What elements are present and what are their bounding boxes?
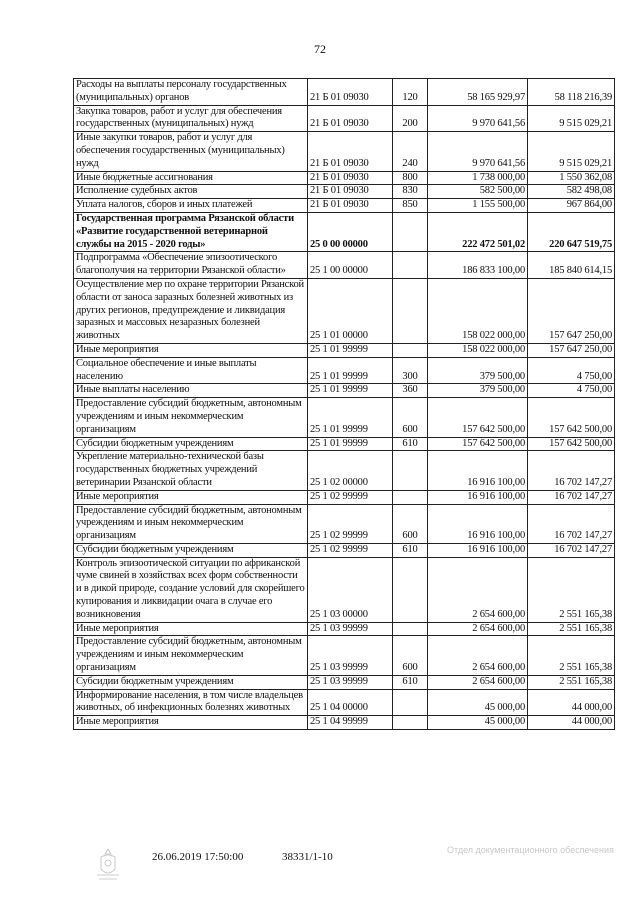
row-expense-type-cell (393, 343, 428, 357)
row-code-cell: 25 1 03 00000 (308, 557, 393, 622)
table-row (74, 451, 615, 490)
table-row (74, 557, 615, 622)
row-expense-type-cell (393, 557, 428, 622)
row-name-cell: Закупка товаров, работ и услуг для обеспечения государственных (муниципальных) нужд (74, 105, 308, 132)
row-planned-amount-cell: 9 970 641,56 (428, 132, 528, 171)
row-code-cell: 21 Б 01 09030 (308, 105, 393, 132)
row-code-cell: 25 1 02 99999 (308, 543, 393, 557)
row-code-cell: 25 1 01 99999 (308, 398, 393, 437)
row-expense-type-cell (393, 689, 428, 716)
row-code-cell: 25 1 02 99999 (308, 504, 393, 543)
row-executed-amount-cell: 44 000,00 (528, 689, 615, 716)
row-executed-amount-cell: 2 551 165,38 (528, 622, 615, 636)
row-code-cell: 25 1 02 99999 (308, 490, 393, 504)
row-executed-amount-cell: 2 551 165,38 (528, 675, 615, 689)
table-row (74, 543, 615, 557)
row-name-cell: Субсидии бюджетным учреждениям (74, 543, 308, 557)
row-planned-amount-cell: 222 472 501,02 (428, 212, 528, 251)
row-expense-type-cell: 600 (393, 504, 428, 543)
row-name-cell: Иные мероприятия (74, 622, 308, 636)
row-expense-type-cell: 600 (393, 636, 428, 675)
row-expense-type-cell: 800 (393, 171, 428, 185)
row-executed-amount-cell: 2 551 165,38 (528, 636, 615, 675)
table-row (74, 185, 615, 199)
row-name-cell: Субсидии бюджетным учреждениям (74, 675, 308, 689)
row-name-cell: Иные мероприятия (74, 343, 308, 357)
budget-table (73, 78, 615, 730)
row-expense-type-cell (393, 490, 428, 504)
row-expense-type-cell: 300 (393, 357, 428, 384)
row-planned-amount-cell: 16 916 100,00 (428, 490, 528, 504)
row-planned-amount-cell: 2 654 600,00 (428, 622, 528, 636)
row-name-cell: Государственная программа Рязанской области «Развитие государственной ветеринарной службы на 2015 - 2020 годы» (74, 212, 308, 251)
row-name-cell: Укрепление материально-технической базы государственных бюджетных учреждений ветеринарии Рязанской области (74, 451, 308, 490)
row-planned-amount-cell: 16 916 100,00 (428, 451, 528, 490)
table-row (74, 171, 615, 185)
row-executed-amount-cell: 220 647 519,75 (528, 212, 615, 251)
row-expense-type-cell: 850 (393, 199, 428, 213)
row-name-cell: Контроль эпизоотической ситуации по африканской чуме свиней в хозяйствах всех форм собственности и в дикой природе, создание условий для скорейшего купирования и ликвидации очага в случае его возникновения (74, 557, 308, 622)
row-code-cell: 21 Б 01 09030 (308, 79, 393, 106)
row-executed-amount-cell: 582 498,08 (528, 185, 615, 199)
row-code-cell: 25 1 04 99999 (308, 716, 393, 730)
row-executed-amount-cell: 16 702 147,27 (528, 490, 615, 504)
row-planned-amount-cell: 157 642 500,00 (428, 437, 528, 451)
row-name-cell: Социальное обеспечение и иные выплаты населению (74, 357, 308, 384)
row-planned-amount-cell: 1 738 000,00 (428, 171, 528, 185)
row-code-cell: 25 1 01 99999 (308, 357, 393, 384)
table-row (74, 437, 615, 451)
table-row (74, 343, 615, 357)
row-executed-amount-cell: 16 702 147,27 (528, 543, 615, 557)
row-expense-type-cell (393, 212, 428, 251)
row-code-cell: 25 1 01 99999 (308, 437, 393, 451)
row-code-cell: 25 1 03 99999 (308, 636, 393, 675)
row-expense-type-cell (393, 252, 428, 279)
row-code-cell: 21 Б 01 09030 (308, 185, 393, 199)
row-name-cell: Субсидии бюджетным учреждениям (74, 437, 308, 451)
row-planned-amount-cell: 158 022 000,00 (428, 278, 528, 343)
table-row (74, 504, 615, 543)
row-planned-amount-cell: 2 654 600,00 (428, 557, 528, 622)
row-code-cell: 25 1 03 99999 (308, 622, 393, 636)
row-executed-amount-cell: 157 647 250,00 (528, 343, 615, 357)
table-row (74, 278, 615, 343)
row-planned-amount-cell: 16 916 100,00 (428, 543, 528, 557)
row-code-cell: 25 1 01 99999 (308, 384, 393, 398)
row-executed-amount-cell: 44 000,00 (528, 716, 615, 730)
row-executed-amount-cell: 4 750,00 (528, 357, 615, 384)
row-executed-amount-cell: 967 864,00 (528, 199, 615, 213)
page-number: 72 (314, 42, 326, 56)
row-planned-amount-cell: 157 642 500,00 (428, 398, 528, 437)
table-row (74, 689, 615, 716)
row-planned-amount-cell: 45 000,00 (428, 716, 528, 730)
stamp-emblem-icon (91, 845, 125, 885)
row-name-cell: Информирование населения, в том числе владельцев животных, об инфекционных болезнях животных (74, 689, 308, 716)
table-row (74, 384, 615, 398)
row-planned-amount-cell: 58 165 929,97 (428, 79, 528, 106)
row-name-cell: Подпрограмма «Обеспечение эпизоотического благополучия на территории Рязанской области» (74, 252, 308, 279)
table-row (74, 357, 615, 384)
row-executed-amount-cell: 16 702 147,27 (528, 451, 615, 490)
table-row (74, 636, 615, 675)
row-executed-amount-cell: 16 702 147,27 (528, 504, 615, 543)
row-code-cell: 21 Б 01 09030 (308, 132, 393, 171)
row-expense-type-cell: 360 (393, 384, 428, 398)
row-expense-type-cell (393, 451, 428, 490)
row-executed-amount-cell: 58 118 216,39 (528, 79, 615, 106)
row-planned-amount-cell: 9 970 641,56 (428, 105, 528, 132)
row-name-cell: Предоставление субсидий бюджетным, автономным учреждениям и иным некоммерческим организациям (74, 636, 308, 675)
footer-datetime: 26.06.2019 17:50:00 (152, 851, 244, 863)
row-planned-amount-cell: 2 654 600,00 (428, 675, 528, 689)
row-code-cell: 25 1 01 00000 (308, 278, 393, 343)
row-name-cell: Уплата налогов, сборов и иных платежей (74, 199, 308, 213)
table-row (74, 490, 615, 504)
row-executed-amount-cell: 4 750,00 (528, 384, 615, 398)
table-row (74, 716, 615, 730)
row-expense-type-cell: 610 (393, 543, 428, 557)
row-executed-amount-cell: 9 515 029,21 (528, 105, 615, 132)
row-planned-amount-cell: 1 155 500,00 (428, 199, 528, 213)
footer-doc-number: 38331/1-10 (282, 851, 333, 863)
row-name-cell: Иные мероприятия (74, 490, 308, 504)
row-executed-amount-cell: 9 515 029,21 (528, 132, 615, 171)
row-name-cell: Предоставление субсидий бюджетным, автономным учреждениям и иным некоммерческим организациям (74, 504, 308, 543)
row-name-cell: Иные мероприятия (74, 716, 308, 730)
table-row (74, 675, 615, 689)
row-name-cell: Расходы на выплаты персоналу государственных (муниципальных) органов (74, 79, 308, 106)
row-name-cell: Осуществление мер по охране территории Рязанской области от заноса заразных болезней животных из других регионов, предупреждение и ликвидация заразных и массовых незаразных болезней животных (74, 278, 308, 343)
row-code-cell: 25 1 02 00000 (308, 451, 393, 490)
row-executed-amount-cell: 185 840 614,15 (528, 252, 615, 279)
row-name-cell: Иные закупки товаров, работ и услуг для обеспечения государственных (муниципальных) нужд (74, 132, 308, 171)
page-footer (0, 845, 640, 891)
row-expense-type-cell: 200 (393, 105, 428, 132)
row-code-cell: 21 Б 01 09030 (308, 199, 393, 213)
row-code-cell: 25 1 00 00000 (308, 252, 393, 279)
row-planned-amount-cell: 16 916 100,00 (428, 504, 528, 543)
row-name-cell: Исполнение судебных актов (74, 185, 308, 199)
table-row (74, 79, 615, 106)
row-expense-type-cell (393, 278, 428, 343)
row-expense-type-cell: 120 (393, 79, 428, 106)
row-code-cell: 21 Б 01 09030 (308, 171, 393, 185)
table-row (74, 212, 615, 251)
row-planned-amount-cell: 379 500,00 (428, 357, 528, 384)
table-row (74, 252, 615, 279)
row-expense-type-cell: 600 (393, 398, 428, 437)
row-planned-amount-cell: 158 022 000,00 (428, 343, 528, 357)
row-code-cell: 25 1 04 00000 (308, 689, 393, 716)
row-expense-type-cell: 830 (393, 185, 428, 199)
row-planned-amount-cell: 2 654 600,00 (428, 636, 528, 675)
row-name-cell: Иные бюджетные ассигнования (74, 171, 308, 185)
row-executed-amount-cell: 2 551 165,38 (528, 557, 615, 622)
table-row (74, 622, 615, 636)
row-executed-amount-cell: 157 642 500,00 (528, 437, 615, 451)
row-executed-amount-cell: 157 642 500,00 (528, 398, 615, 437)
row-expense-type-cell: 610 (393, 675, 428, 689)
row-planned-amount-cell: 186 833 100,00 (428, 252, 528, 279)
row-expense-type-cell (393, 622, 428, 636)
row-planned-amount-cell: 582 500,00 (428, 185, 528, 199)
row-expense-type-cell (393, 716, 428, 730)
row-name-cell: Предоставление субсидий бюджетным, автономным учреждениям и иным некоммерческим организациям (74, 398, 308, 437)
row-name-cell: Иные выплаты населению (74, 384, 308, 398)
row-planned-amount-cell: 45 000,00 (428, 689, 528, 716)
row-expense-type-cell: 240 (393, 132, 428, 171)
row-executed-amount-cell: 157 647 250,00 (528, 278, 615, 343)
row-planned-amount-cell: 379 500,00 (428, 384, 528, 398)
row-code-cell: 25 1 01 99999 (308, 343, 393, 357)
row-expense-type-cell: 610 (393, 437, 428, 451)
table-row (74, 132, 615, 171)
table-row (74, 398, 615, 437)
row-code-cell: 25 0 00 00000 (308, 212, 393, 251)
row-code-cell: 25 1 03 99999 (308, 675, 393, 689)
table-row (74, 105, 615, 132)
row-executed-amount-cell: 1 550 362,08 (528, 171, 615, 185)
budget-table-body (74, 79, 615, 730)
footer-stamp: Отдел документационного обеспечения (447, 845, 614, 855)
table-row (74, 199, 615, 213)
